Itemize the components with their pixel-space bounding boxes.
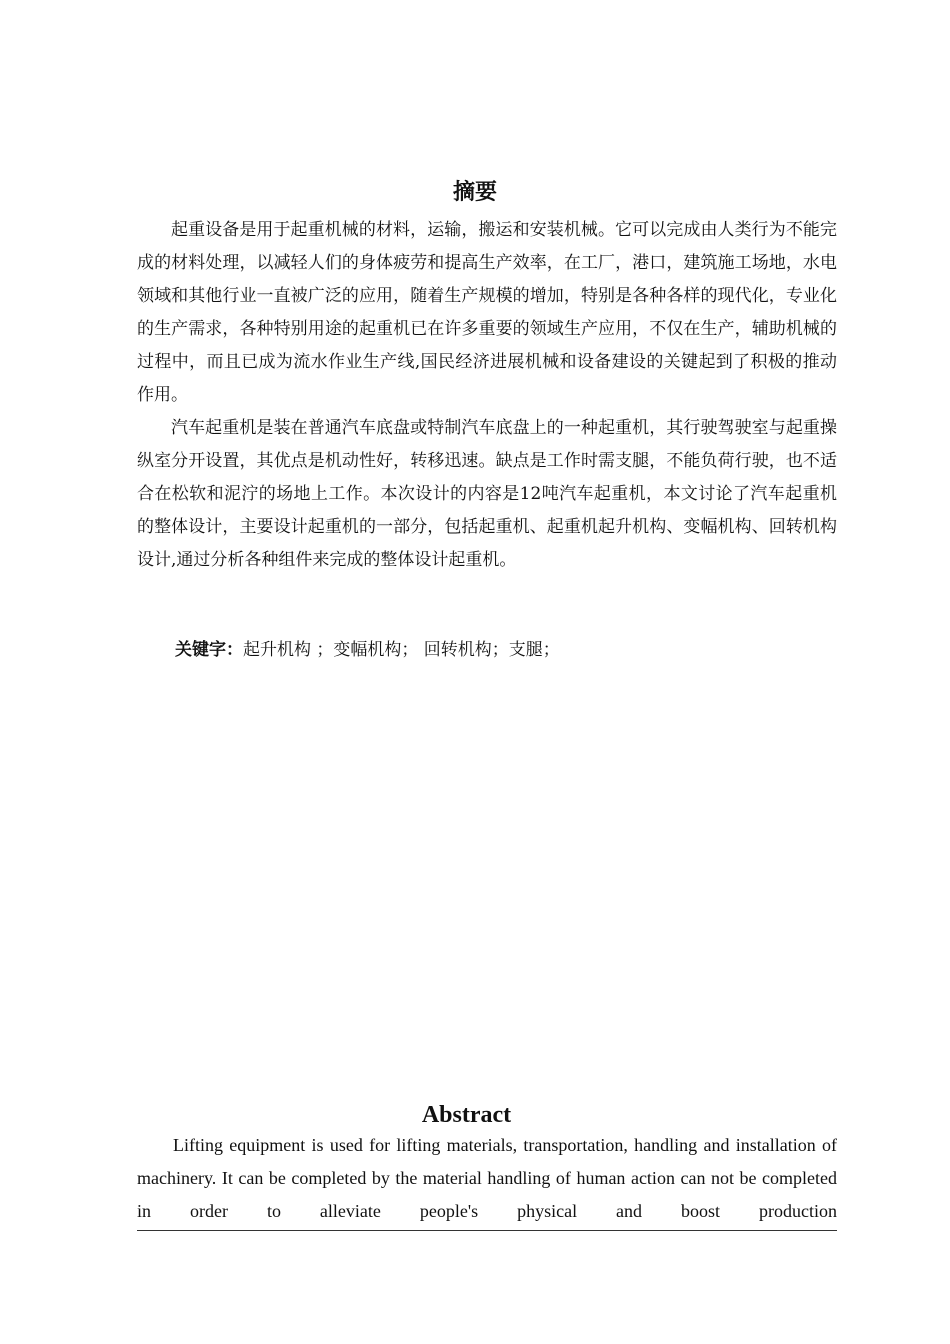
footer-divider	[137, 1230, 837, 1231]
keywords-line	[175, 634, 560, 667]
english-abstract-body	[137, 1129, 837, 1228]
english-abstract-paragraph: Lifting equipment is used for lifting materials, transportation, handling and installation of machinery. It can be completed by the material handling of human action can not be completed in order to alleviate people's physical and boost production	[137, 1135, 837, 1221]
english-abstract-title: Abstract	[421, 1102, 512, 1128]
chinese-abstract-body	[137, 214, 837, 577]
chinese-abstract-paragraph-1: 起重设备是用于起重机械的材料，运输，搬运和安装机械。它可以完成由人类行为不能完成的材料处理，以减轻人们的身体疲劳和提高生产效率，在工厂，港口，建筑施工场地，水电领域和其他行业一直被广泛的应用，随着生产规模的增加，特别是各种各样的现代化，专业化的生产需求，各种特别用途的起重机已在许多重要的领域生产应用，不仅在生产，辅助机械的过程中，而且已成为流水作业生产线,国民经济进展机械和设备建设的关键起到了积极的推动作用。	[137, 220, 837, 405]
chinese-abstract-title: 摘要	[452, 179, 497, 205]
keywords-label: 关键字：	[175, 640, 243, 660]
keywords-text: 起升机构 ；变幅机构； 回转机构；支腿；	[243, 640, 560, 660]
chinese-abstract-paragraph-2: 汽车起重机是装在普通汽车底盘或特制汽车底盘上的一种起重机，其行驶驾驶室与起重操纵室分开设置，其优点是机动性好，转移迅速。缺点是工作时需支腿，不能负荷行驶，也不适合在松软和泥泞的场地上工作。本次设计的内容是12吨汽车起重机，本文讨论了汽车起重机的整体设计，主要设计起重机的一部分，包括起重机、起重机起升机构、变幅机构、回转机构设计,通过分析各种组件来完成的整体设计起重机。	[137, 418, 837, 570]
